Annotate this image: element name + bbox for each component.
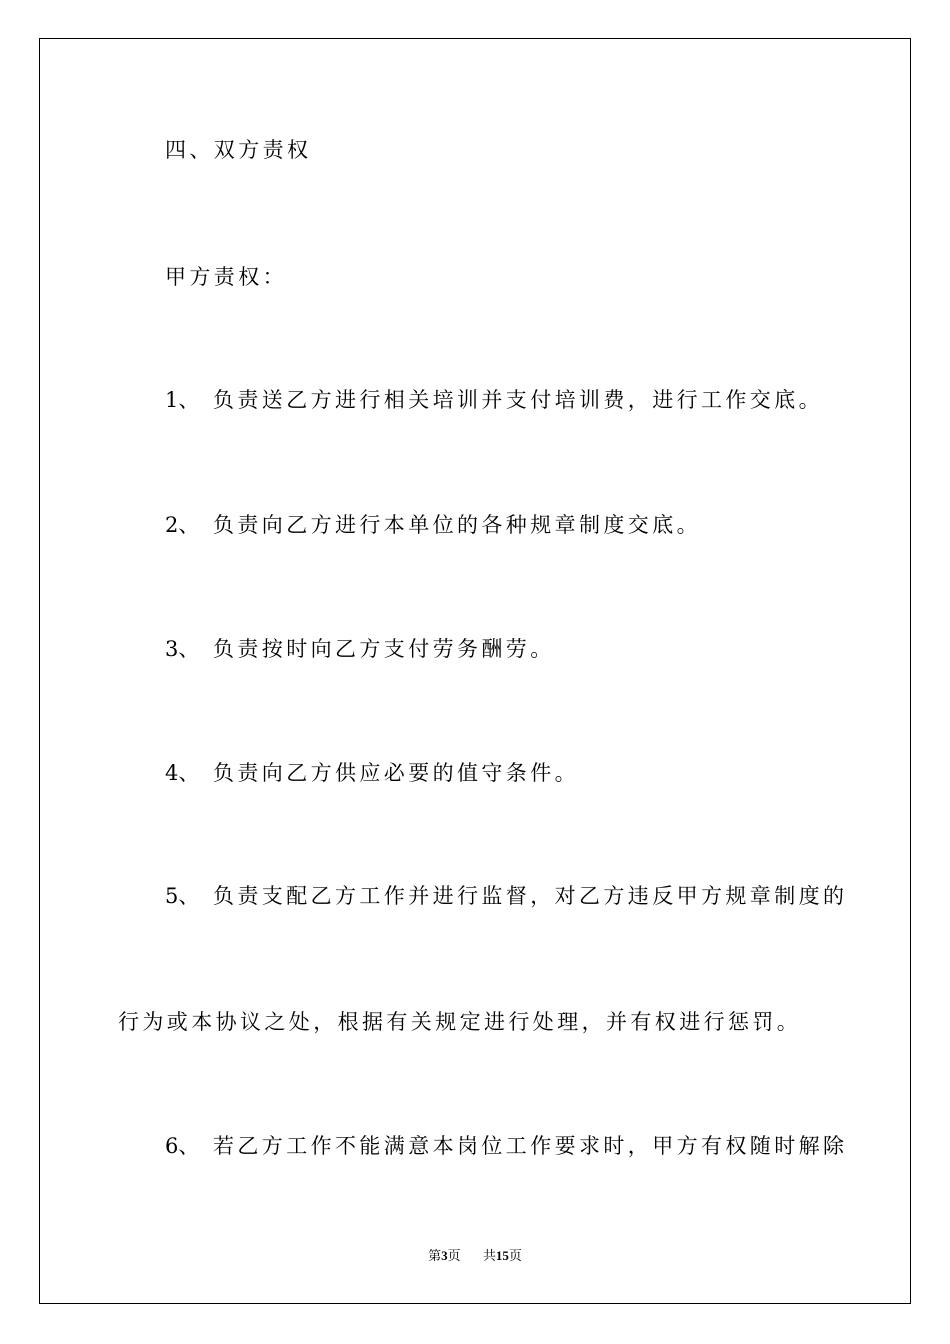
item-text: 负责送乙方进行相关培训并支付培训费，进行工作交底。 xyxy=(213,388,823,412)
section-heading: 四、双方责权 xyxy=(165,138,312,162)
page-number: 3 xyxy=(441,1248,448,1263)
total-suffix: 页 xyxy=(508,1249,522,1264)
item-number: 3、 xyxy=(165,637,200,661)
item-number: 6、 xyxy=(165,1134,200,1158)
total-prefix: 共 xyxy=(482,1249,496,1264)
party-a-heading: 甲方责权： xyxy=(165,265,287,289)
item-number: 1、 xyxy=(165,388,200,412)
page-prefix: 第 xyxy=(428,1249,442,1264)
page-border xyxy=(39,38,911,1304)
page-suffix: 页 xyxy=(447,1249,461,1264)
item-number: 2、 xyxy=(165,513,200,537)
list-item xyxy=(165,387,823,413)
item-number: 5、 xyxy=(165,884,200,908)
item-text: 若乙方工作不能满意本岗位工作要求时，甲方有权随时解除 xyxy=(213,1134,848,1158)
list-item xyxy=(165,1133,847,1159)
item-text: 负责向乙方供应必要的值守条件。 xyxy=(213,761,579,785)
total-pages: 15 xyxy=(495,1248,509,1263)
item-text: 负责按时向乙方支付劳务酬劳。 xyxy=(213,637,555,661)
list-item xyxy=(165,760,579,786)
list-item xyxy=(165,636,555,662)
list-item xyxy=(165,512,701,538)
item-number: 4、 xyxy=(165,761,200,785)
item-text: 负责向乙方进行本单位的各种规章制度交底。 xyxy=(213,513,701,537)
list-item xyxy=(165,883,847,909)
item-text: 负责支配乙方工作并进行监督，对乙方违反甲方规章制度的 xyxy=(213,884,848,908)
item-5-continuation: 行为或本协议之处，根据有关规定进行处理，并有权进行惩罚。 xyxy=(118,1010,802,1034)
page-footer xyxy=(0,1247,950,1266)
